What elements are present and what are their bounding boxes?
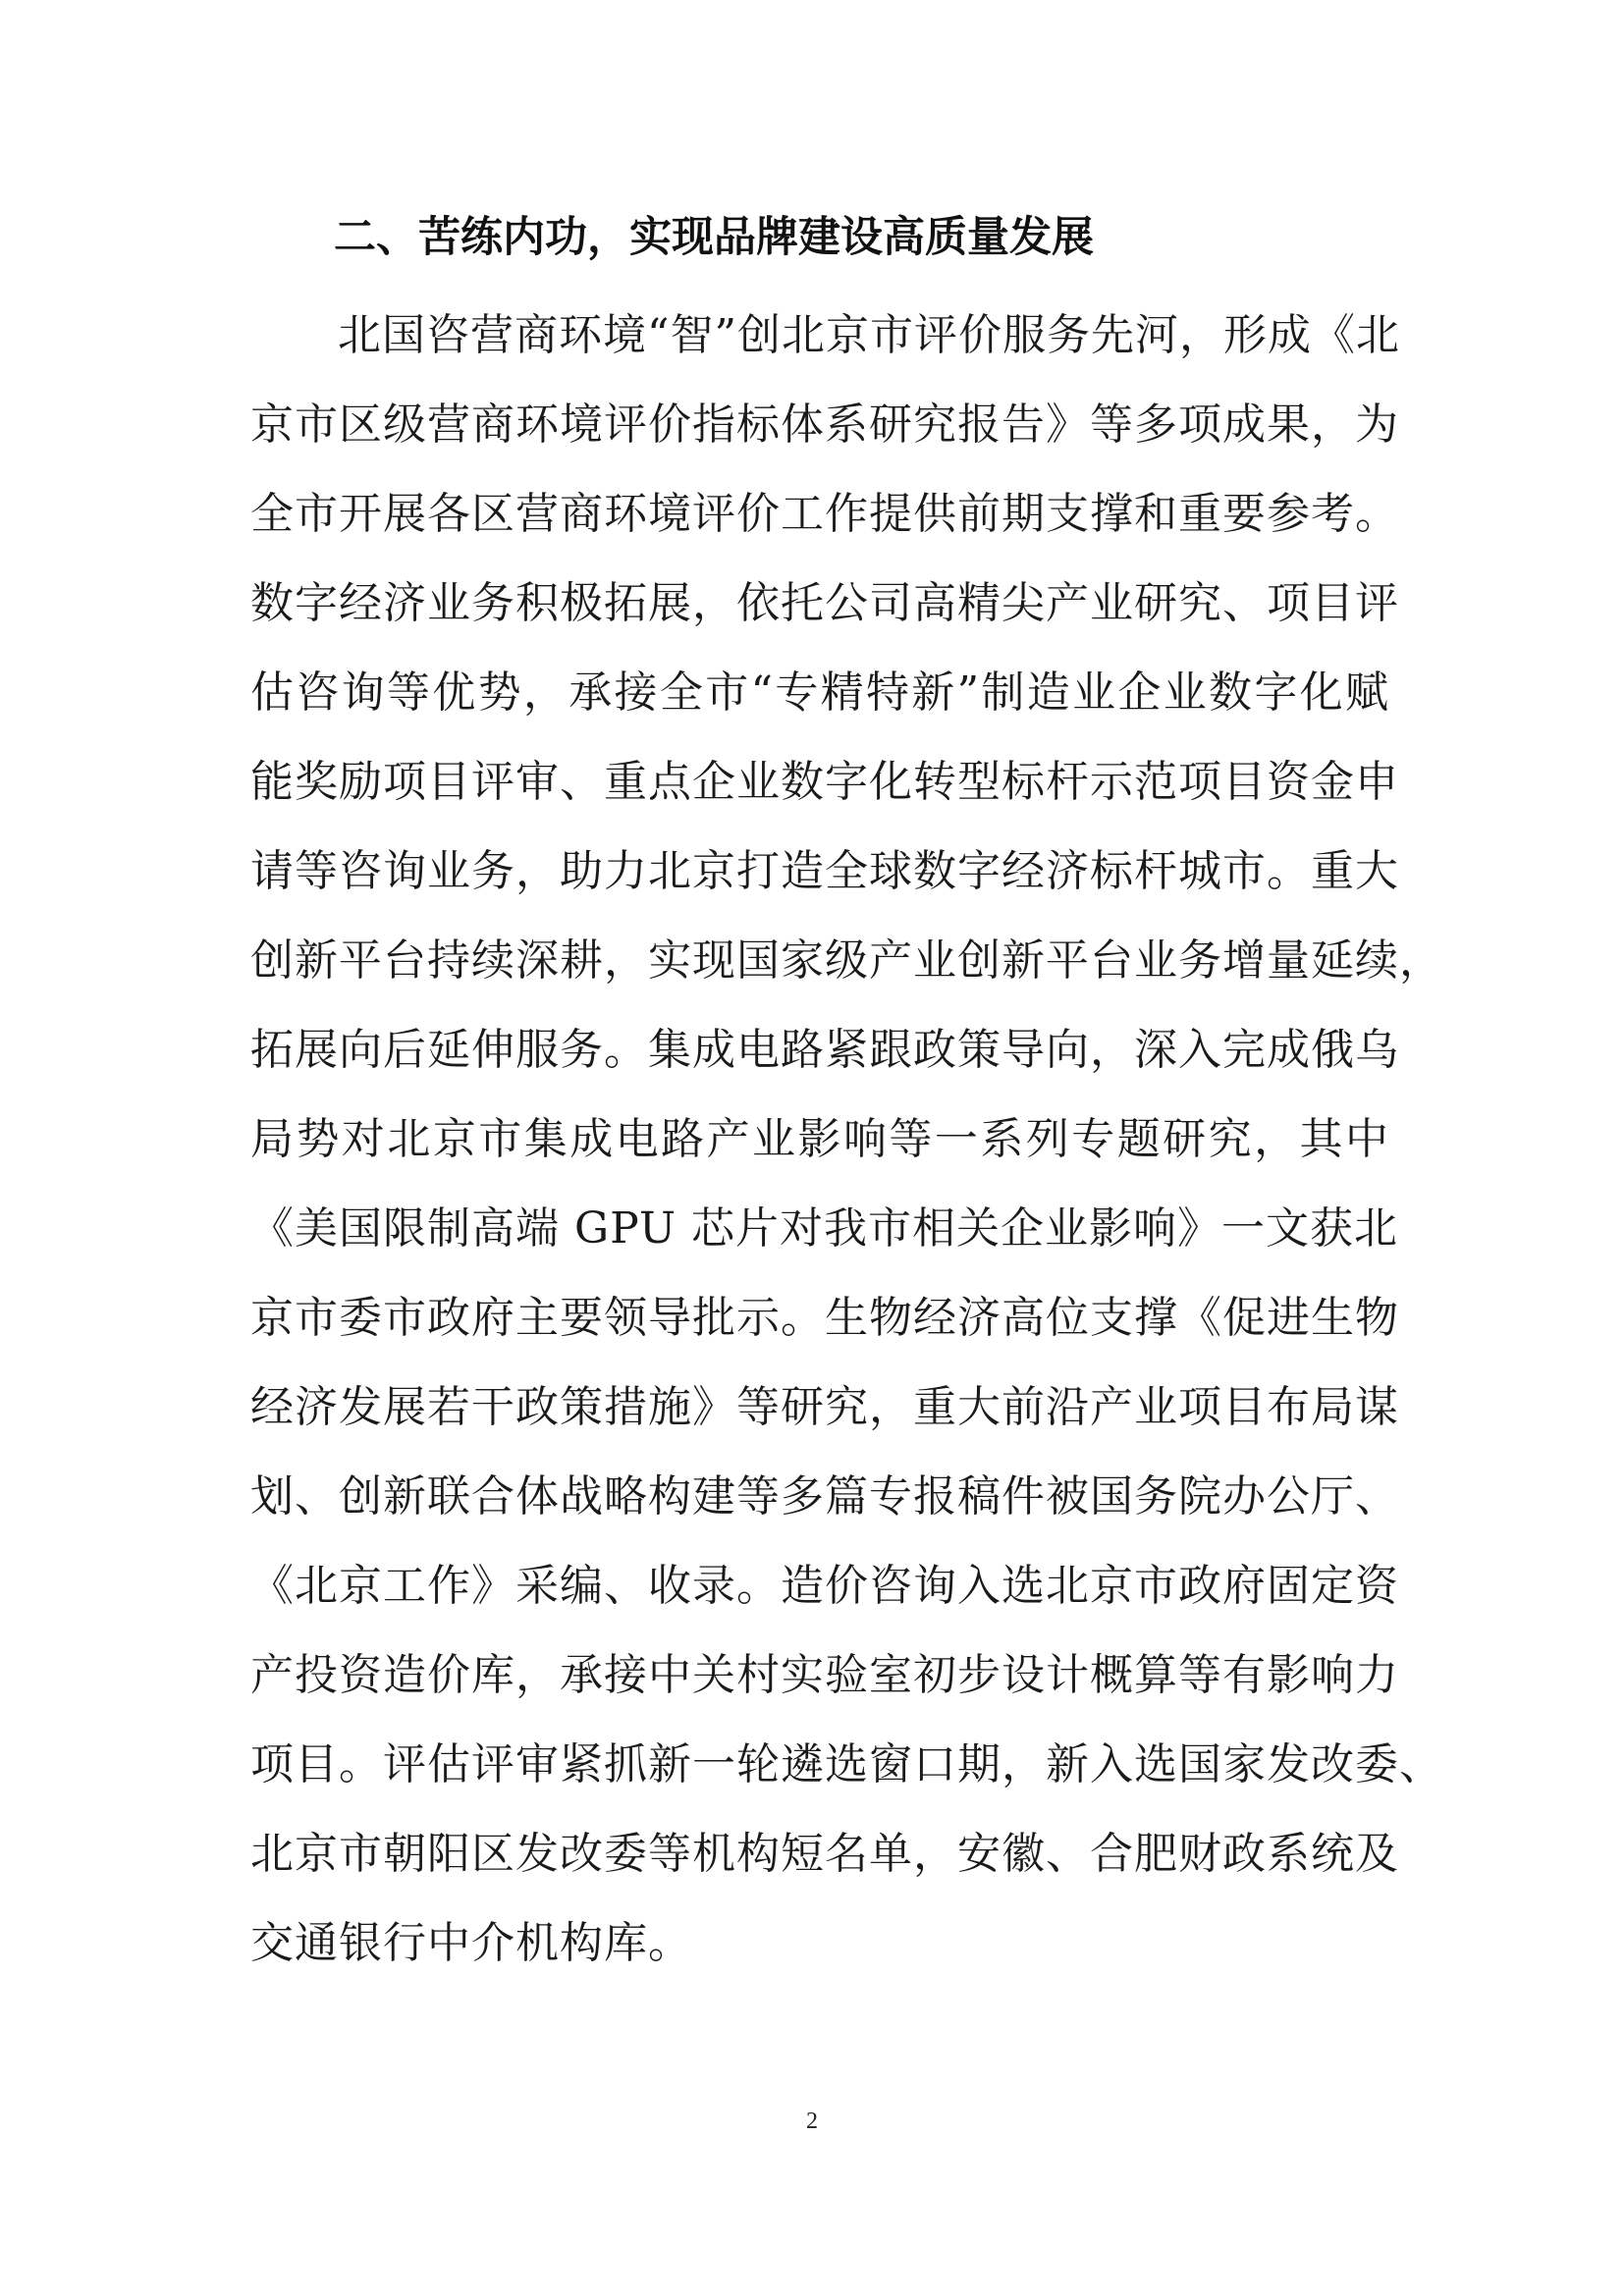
page-number: 2 <box>806 2109 818 2134</box>
paragraph-line: 估咨询等优势，承接全市“专精特新”制造业企业数字化赋 <box>250 667 1389 718</box>
paragraph-line: 经济发展若干政策措施》等研究，重大前沿产业项目布局谋 <box>250 1382 1399 1432</box>
paragraph-line: 数字经济业务积极拓展，依托公司高精尖产业研究、项目评 <box>250 578 1399 628</box>
page-content <box>250 206 1443 1988</box>
body-paragraph <box>250 291 1443 1988</box>
paragraph-line: 能奖励项目评审、重点企业数字化转型标杆示范项目资金申 <box>250 757 1399 807</box>
paragraph-line: 产投资造价库，承接中关村实验室初步设计概算等有影响力 <box>250 1650 1399 1700</box>
paragraph-line: 拓展向后延伸服务。集成电路紧跟政策导向，深入完成俄乌 <box>250 1025 1399 1075</box>
paragraph-line: 划、创新联合体战略构建等多篇专报稿件被国务院办公厅、 <box>250 1471 1399 1522</box>
paragraph-line: 项目。评估评审紧抓新一轮遴选窗口期，新入选国家发改委、 <box>250 1739 1443 1789</box>
paragraph-line: 请等咨询业务，助力北京打造全球数字经济标杆城市。重大 <box>250 846 1399 896</box>
paragraph-line: 局势对北京市集成电路产业影响等一系列专题研究，其中 <box>250 1114 1389 1164</box>
paragraph-line: 《美国限制高端 GPU 芯片对我市相关企业影响》一文获北 <box>250 1203 1399 1254</box>
paragraph-line: 创新平台持续深耕，实现国家级产业创新平台业务增量延续， <box>250 935 1443 986</box>
section-heading: 二、苦练内功，实现品牌建设高质量发展 <box>334 213 1094 262</box>
paragraph-line: 交通银行中介机构库。 <box>250 1918 692 1968</box>
paragraph-line: 全市开展各区营商环境评价工作提供前期支撑和重要参考。 <box>250 489 1399 539</box>
paragraph-line: 京市区级营商环境评价指标体系研究报告》等多项成果，为 <box>250 400 1399 450</box>
paragraph-line: 北京市朝阳区发改委等机构短名单，安徽、合肥财政系统及 <box>250 1829 1399 1879</box>
paragraph-line: 北国咨营商环境“智”创北京市评价服务先河，形成《北 <box>338 310 1400 360</box>
paragraph-line: 京市委市政府主要领导批示。生物经济高位支撑《促进生物 <box>250 1293 1399 1343</box>
paragraph-line: 《北京工作》采编、收录。造价咨询入选北京市政府固定资 <box>250 1561 1399 1611</box>
